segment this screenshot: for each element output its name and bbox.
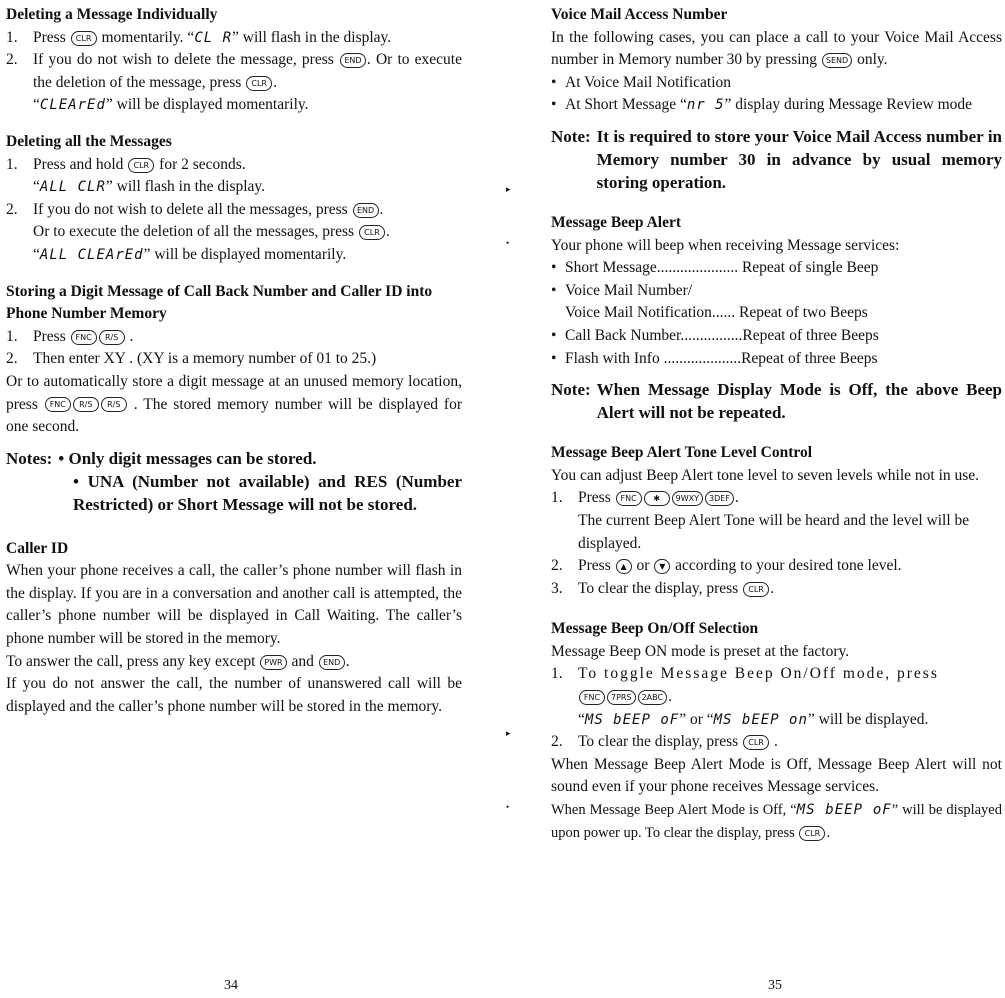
- 9-key-icon: 9WXY: [672, 491, 703, 506]
- text: Press: [33, 28, 66, 46]
- note-line: [6, 447, 462, 470]
- clr-key-icon: CLR: [743, 582, 769, 597]
- clr-key-icon: CLR: [71, 31, 97, 46]
- step-number: 1.: [6, 28, 18, 46]
- spacer: [6, 439, 462, 447]
- text: .: [379, 200, 384, 218]
- step-text: [578, 663, 1002, 731]
- step-text: [33, 326, 462, 349]
- text: or: [636, 557, 650, 575]
- bullet-icon: •: [551, 259, 557, 277]
- bullet-icon: •: [551, 96, 557, 114]
- lcd-text: nr 5: [686, 97, 725, 114]
- text: .: [826, 824, 831, 841]
- clr-key-icon: CLR: [246, 76, 272, 91]
- clr-key-icon: CLR: [743, 735, 769, 750]
- lcd-text: ALL CLEArEd: [39, 246, 144, 263]
- down-arrow-key-icon: ▼: [654, 559, 670, 574]
- text: To clear the display, press: [578, 579, 739, 597]
- text: and: [291, 652, 314, 670]
- step-number: 2.: [551, 557, 563, 575]
- text: Or to execute the deletion of all the messages, press: [33, 223, 355, 241]
- text: .: [385, 223, 390, 241]
- text: Press and hold: [33, 155, 124, 173]
- paragraph: [6, 371, 462, 439]
- heading-beep-onoff: Message Beep On/Off Selection: [551, 620, 759, 638]
- text: .: [668, 688, 672, 706]
- scan-mark: •: [506, 238, 510, 248]
- text: Press: [578, 489, 611, 507]
- heading-caller-id: Caller ID: [6, 539, 69, 557]
- heading-delete-all: Deleting all the Messages: [6, 132, 172, 150]
- list-item: [551, 325, 1002, 348]
- notes-label: Notes:: [6, 448, 53, 468]
- spacer: [551, 424, 1002, 442]
- paragraph: Your phone will beep when receiving Message services:: [551, 236, 900, 254]
- spacer: [551, 194, 1002, 212]
- step-text: [578, 731, 1002, 754]
- text: “: [33, 178, 40, 196]
- step: [551, 487, 1002, 555]
- text: “: [33, 96, 40, 114]
- clr-key-icon: CLR: [128, 158, 154, 173]
- list-item: [551, 280, 1002, 303]
- step-number: 2.: [6, 200, 18, 218]
- step: [551, 555, 1002, 578]
- step-text: [33, 49, 462, 117]
- step-text: [33, 154, 462, 199]
- text: When Message Beep Alert Mode is Off, “: [551, 802, 797, 819]
- text: “: [33, 245, 40, 263]
- step: [6, 27, 462, 50]
- text: momentarily. “: [101, 28, 195, 46]
- clr-key-icon: CLR: [799, 826, 825, 841]
- heading-message-beep-alert: Message Beep Alert: [551, 213, 681, 231]
- fnc-key-icon: FNC: [71, 330, 97, 345]
- page-number: 35: [768, 978, 782, 993]
- end-key-icon: END: [319, 655, 345, 670]
- list-item: [551, 348, 1002, 371]
- text: To answer the call, press any key except: [6, 652, 256, 670]
- text: Press: [33, 327, 66, 345]
- note-text: • UNA (Number not available) and RES (Number Restricted) or Short Message will not be stored.: [73, 471, 462, 514]
- text: At Short Message “: [565, 96, 687, 114]
- spacer: [551, 600, 1002, 618]
- lcd-text: MS bEEP oF: [584, 711, 680, 728]
- text: .: [273, 73, 278, 91]
- list-item-text: [565, 94, 1002, 117]
- text: .: [734, 489, 739, 507]
- end-key-icon: END: [353, 203, 379, 218]
- step: [551, 663, 1002, 731]
- list-item-text: Flash with Info ....................Repeat of three Beeps: [565, 349, 878, 367]
- step-number: 1.: [551, 665, 563, 683]
- step-number: 1.: [6, 327, 18, 345]
- note-block: [551, 378, 1002, 424]
- lcd-text: MS bEEP on: [713, 711, 808, 728]
- text: ” display during Message Review mode: [724, 96, 973, 114]
- 3-key-icon: 3DEF: [705, 491, 734, 506]
- step: [6, 199, 462, 267]
- bullet-icon: •: [551, 326, 557, 344]
- rs-key-icon: R/S: [73, 397, 99, 412]
- bullet-icon: •: [551, 73, 557, 91]
- page-number: 34: [224, 978, 238, 993]
- paragraph: Message Beep ON mode is preset at the factory.: [551, 642, 850, 660]
- list-item: [551, 257, 1002, 280]
- note-block: [551, 125, 1002, 194]
- spacer: [551, 117, 1002, 125]
- text: Press: [578, 557, 611, 575]
- clr-key-icon: CLR: [359, 225, 385, 240]
- step-text: [578, 578, 1002, 601]
- heading-storing-digit-message: Storing a Digit Message of Call Back Number and Caller ID into Phone Number Memory: [6, 282, 433, 323]
- text: ” or “: [679, 710, 714, 728]
- send-key-icon: SEND: [822, 53, 852, 68]
- list-item-text: Call Back Number................Repeat of three Beeps: [565, 326, 879, 344]
- spacer: [551, 370, 1002, 378]
- step-text: [33, 27, 462, 50]
- step-text: Then enter XY . (XY is a memory number of 01 to 25.): [33, 350, 377, 368]
- left-page: [6, 4, 462, 718]
- step-text: [33, 199, 462, 267]
- step-number: 2.: [6, 51, 18, 69]
- note-label: Note:: [551, 380, 591, 400]
- end-key-icon: END: [340, 53, 366, 68]
- rs-key-icon: R/S: [99, 330, 125, 345]
- list-item: [551, 72, 1002, 95]
- text: ” will be displayed momentarily.: [105, 96, 309, 114]
- step: [6, 348, 462, 371]
- text: ” will flash in the display.: [105, 178, 266, 196]
- text: To clear the display, press: [578, 733, 739, 751]
- text: If you do not wish to delete all the messages, press: [33, 200, 348, 218]
- text: In the following cases, you can place a call to your Voice Mail Access number in Memory number 30 by pressing: [551, 28, 1002, 69]
- paragraph: When Message Beep Alert Mode is Off, Message Beep Alert will not sound even if your phone receives Message services.: [551, 755, 1002, 796]
- lcd-text: CLEArEd: [39, 97, 106, 114]
- spacer: [6, 516, 462, 538]
- text: ” will be displayed upon power up. To clear the display, press: [551, 802, 1002, 841]
- paragraph: [551, 27, 1002, 72]
- bullet-icon: •: [551, 281, 557, 299]
- text: Or to automatically store a digit message at an unused memory location, press: [6, 372, 462, 413]
- note-text: • Only digit messages can be stored.: [58, 448, 317, 468]
- text: ” will be displayed momentarily.: [143, 245, 347, 263]
- step-number: 2.: [6, 350, 18, 368]
- right-page: [551, 4, 1002, 844]
- text: .: [770, 579, 774, 597]
- list-item-text: At Voice Mail Notification: [565, 73, 732, 91]
- pwr-key-icon: PWR: [260, 655, 286, 670]
- scan-mark: ▸: [506, 184, 511, 194]
- heading-delete-individually: Deleting a Message Individually: [6, 6, 218, 23]
- text: . The stored memory number will be displayed for one second.: [6, 395, 463, 436]
- paragraph: If you do not answer the call, the number of unanswered call will be displayed and the caller’s phone number will be stored in the memory.: [6, 675, 462, 715]
- lcd-text: ALL CLR: [39, 179, 106, 196]
- fnc-key-icon: FNC: [579, 690, 605, 705]
- step-number: 2.: [551, 733, 563, 751]
- paragraph: [551, 799, 1002, 844]
- lcd-text: MS bEEP oF: [796, 802, 892, 819]
- paragraph: [6, 651, 462, 674]
- step: [6, 49, 462, 117]
- lcd-text: CL R: [194, 29, 233, 46]
- text: .: [773, 733, 778, 751]
- text: for 2 seconds.: [159, 155, 246, 173]
- step: [6, 326, 462, 349]
- step: [6, 154, 462, 199]
- step-number: 1.: [6, 155, 18, 173]
- step-text: [578, 487, 1002, 555]
- heading-voice-mail-access: Voice Mail Access Number: [551, 6, 728, 23]
- text: . Or to execute the deletion of the message, press: [33, 51, 462, 91]
- text: The current Beep Alert Tone will be heard and the level will be displayed.: [578, 511, 970, 552]
- paragraph: When your phone receives a call, the caller’s phone number will flash in the display. If you are in a conversation and another call is attempted, the caller’s phone number will be displayed in Call Waiting. The caller’s phone number will be stored in the memory.: [6, 562, 462, 648]
- text: To toggle Message Beep On/Off mode, press: [578, 665, 939, 683]
- note-text: It is required to store your Voice Mail Access number in Memory number 30 in advance by usual memory storing operation.: [596, 126, 1002, 192]
- list-item-text: Voice Mail Notification...... Repeat of two Beeps: [565, 304, 868, 322]
- star-key-icon: ✱: [644, 491, 670, 506]
- step-number: 3.: [551, 579, 563, 597]
- notes-block: [6, 447, 462, 516]
- text: .: [345, 652, 350, 670]
- step-text: [578, 555, 1002, 578]
- fnc-key-icon: FNC: [616, 491, 642, 506]
- step: [551, 731, 1002, 754]
- scan-mark: •: [506, 802, 510, 812]
- rs-key-icon: R/S: [101, 397, 127, 412]
- spacer: [6, 117, 462, 131]
- step: [551, 578, 1002, 601]
- up-arrow-key-icon: ▲: [616, 559, 632, 574]
- list-item: [551, 94, 1002, 117]
- text: according to your desired tone level.: [675, 557, 902, 575]
- text: .: [129, 327, 134, 345]
- 7-key-icon: 7PRS: [607, 690, 636, 705]
- paragraph: You can adjust Beep Alert tone level to seven levels while not in use.: [551, 466, 980, 484]
- text: only.: [857, 51, 888, 69]
- step-number: 1.: [551, 489, 563, 507]
- text: ” will be displayed.: [807, 710, 929, 728]
- text: ” will flash in the display.: [232, 28, 392, 46]
- note-text: When Message Display Mode is Off, the above Beep Alert will not be repeated.: [596, 380, 1002, 423]
- note-label: Note:: [551, 126, 591, 146]
- 2-key-icon: 2ABC: [638, 690, 668, 705]
- list-item-text: Voice Mail Number/: [565, 281, 693, 299]
- scan-mark: ▸: [506, 728, 511, 738]
- text: If you do not wish to delete the message, press: [33, 51, 334, 69]
- text: “: [578, 710, 585, 728]
- list-item-text: Short Message..................... Repeat of single Beep: [565, 259, 879, 277]
- spacer: [6, 267, 462, 281]
- bullet-icon: •: [551, 349, 557, 367]
- fnc-key-icon: FNC: [45, 397, 71, 412]
- heading-tone-level-control: Message Beep Alert Tone Level Control: [551, 444, 813, 462]
